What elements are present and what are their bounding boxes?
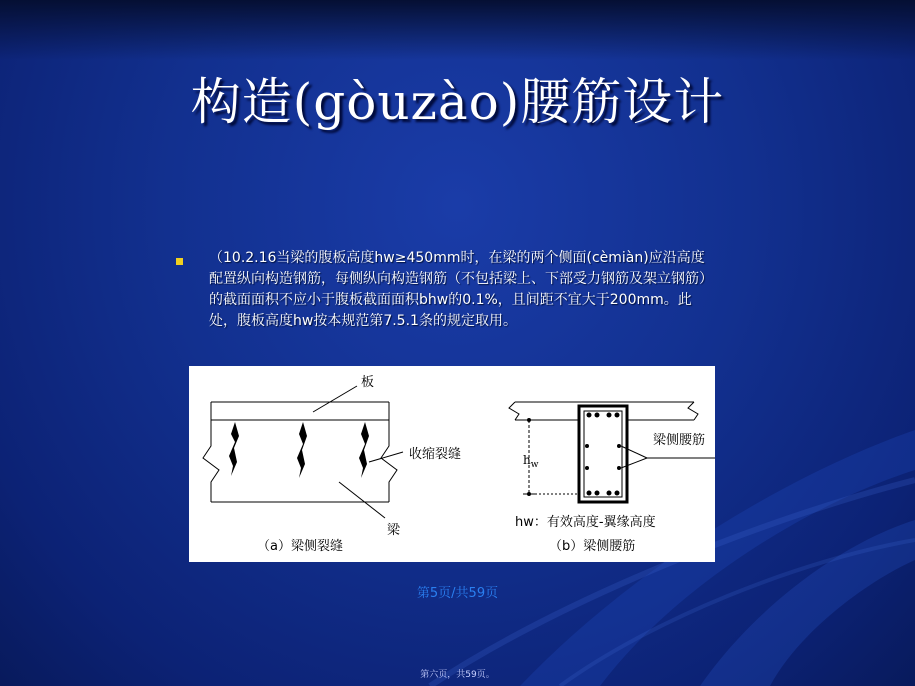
beam-section (579, 406, 627, 502)
rebar-dot (615, 491, 620, 496)
rebar-dot (615, 413, 620, 418)
top-band (0, 0, 915, 60)
caption-a: （a）梁侧裂缝 (257, 539, 343, 554)
leader-crack (369, 452, 403, 462)
leader-slab (313, 386, 357, 412)
break-b-right (688, 402, 698, 420)
beam-figure (189, 366, 715, 562)
rebar-dot (587, 413, 592, 418)
leader-beam (339, 482, 385, 518)
note-hw: hw：有效高度-翼缘高度 (515, 515, 656, 530)
rebar-dot (607, 413, 612, 418)
break-right (381, 402, 397, 502)
crack-2 (297, 422, 307, 478)
label-slab: 板 (361, 375, 375, 390)
label-side-bar: 梁侧腰筋 (653, 433, 706, 448)
break-left (203, 402, 219, 502)
rebar-dot (587, 491, 592, 496)
label-crack: 收缩裂缝 (409, 447, 462, 462)
hw-dim-dot (527, 492, 531, 496)
side-bar-dot (585, 444, 589, 448)
caption-b: （b）梁侧腰筋 (549, 539, 636, 554)
side-bar-dot (617, 444, 621, 448)
break-b-left (509, 402, 519, 420)
side-bar-dot (617, 466, 621, 470)
body-paragraph: （10.2.16当梁的腹板高度hw≥450mm时，在梁的两个侧面(cèmiàn)应沿高度配置纵向构造钢筋，每侧纵向构造钢筋（不包括梁上、下部受力钢筋及架立钢筋）的截面面积不应小于腹板截面面积bhw的0.1%，且间距不宜大于200mm。此处，腹板高度hw按本规范第7.5.1条的规定取用。 (209, 250, 706, 329)
crack-1 (229, 422, 239, 476)
footer-text: 第六页，共59页。 (420, 670, 495, 680)
hw-dim-dot (527, 418, 531, 422)
rebar-dot (595, 413, 600, 418)
rebar-dot (595, 491, 600, 496)
diagram-b (509, 402, 715, 554)
diagram-a (203, 374, 461, 554)
hw-label: $h_w$ (523, 453, 539, 470)
crack-3 (359, 422, 369, 478)
page-indicator: 第5页/共59页 (416, 586, 499, 601)
side-bar-dot (585, 466, 589, 470)
label-beam: 梁 (387, 523, 401, 538)
beam-diagram (189, 366, 715, 562)
rebar-dot (607, 491, 612, 496)
bullet-icon (176, 258, 183, 265)
slide-title: 构造(gòuzào)腰筋设计 (190, 73, 725, 131)
